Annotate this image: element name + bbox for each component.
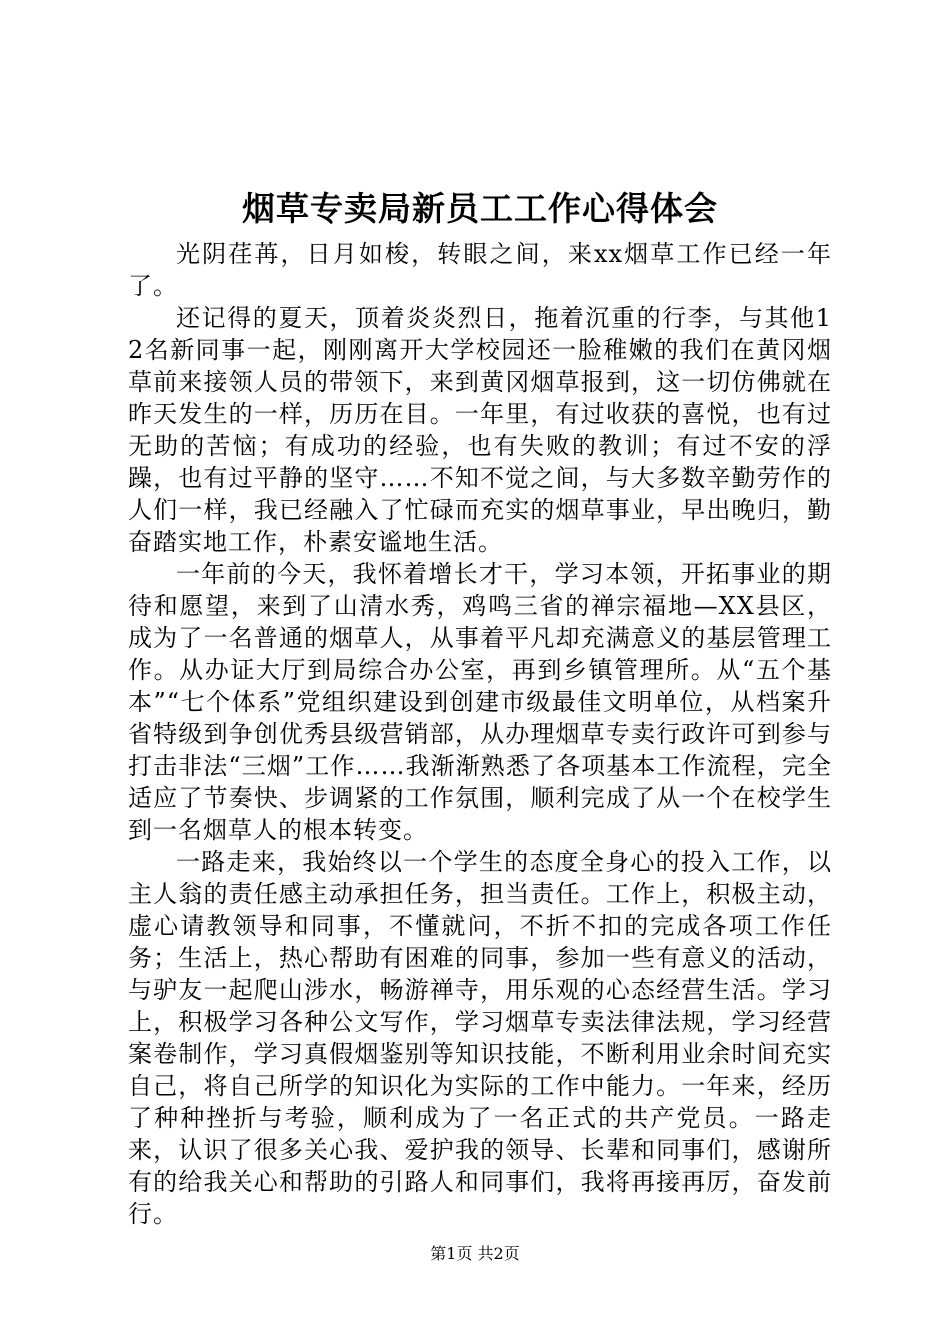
paragraph-1: 光阴荏苒，日月如梭，转眼之间，来xx烟草工作已经一年了。 — [128, 240, 832, 300]
paragraph-4: 一路走来，我始终以一个学生的态度全身心的投入工作，以主人翁的责任感主动承担任务，担当责任。工作上，积极主动，虚心请教领导和同事，不懂就问，不折不扣的完成各项工作任务；生活上，热心帮助有困难的同事，参加一些有意义的活动，与驴友一起爬山涉水，畅游禅寺，用乐观的心态经营生活。学习上，积极学习各种公文写作，学习烟草专卖法律法规，学习经营案卷制作，学习真假烟鉴别等知识技能，不断利用业余时间充实自己，将自己所学的知识化为实际的工作中能力。一年来，经历了种种挫折与考验，顺利成为了一名正式的共产党员。一路走来，认识了很多关心我、爱护我的领导、长辈和同事们，感谢所有的给我关心和帮助的引路人和同事们，我将再接再厉，奋发前行。 — [128, 848, 832, 1228]
document-title: 烟草专卖局新员工工作心得体会 — [242, 189, 718, 228]
paragraph-2: 还记得的夏天，顶着炎炎烈日，拖着沉重的行李，与其他12名新同事一起，刚刚离开大学校园还一脸稚嫩的我们在黄冈烟草前来接领人员的带领下，来到黄冈烟草报到，这一切仿佛就在昨天发生的一样，历历在目。一年里，有过收获的喜悦，也有过无助的苦恼；有成功的经验，也有失败的教训；有过不安的浮躁，也有过平静的坚守……不知不觉之间，与大多数辛勤劳作的人们一样，我已经融入了忙碌而充实的烟草事业，早出晚归，勤奋踏实地工作，朴素安谧地生活。 — [128, 304, 832, 556]
page-number-footer: 第1页 共2页 — [430, 1244, 520, 1263]
paragraph-3: 一年前的今天，我怀着增长才干，学习本领，开拓事业的期待和愿望，来到了山清水秀，鸡鸣三省的禅宗福地—XX县区，成为了一名普通的烟草人，从事着平凡却充满意义的基层管理工作。从办证大厅到局综合办公室，再到乡镇管理所。从“五个基本”“七个体系”党组织建设到创建市级最佳文明单位，从档案升省特级到争创优秀县级营销部，从办理烟草专卖行政许可到参与打击非法“三烟”工作……我渐渐熟悉了各项基本工作流程，完全适应了节奏快、步调紧的工作氛围，顺利完成了从一个在校学生到一名烟草人的根本转变。 — [128, 560, 832, 844]
document-body — [128, 238, 832, 1230]
